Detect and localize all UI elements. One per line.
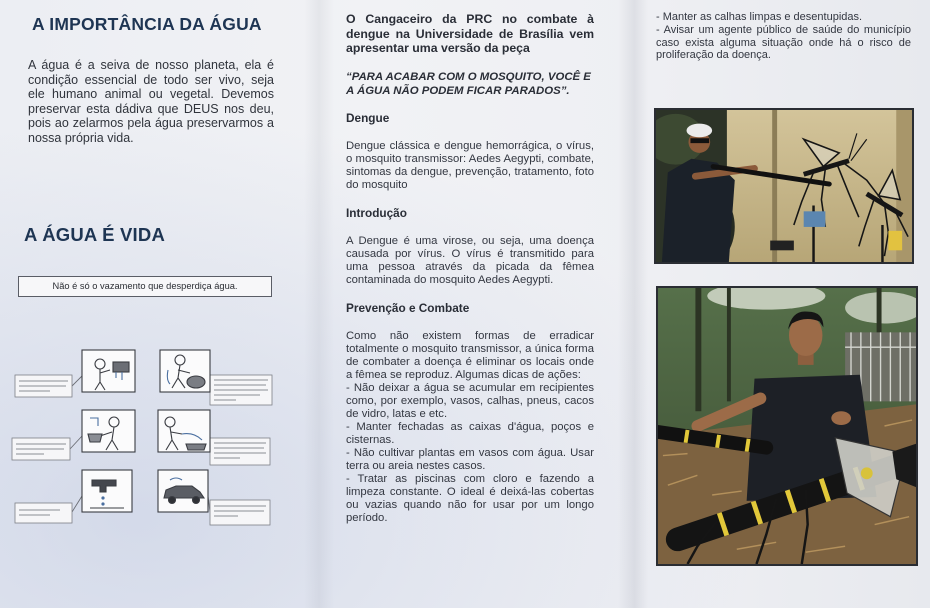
caption-box-left-3	[15, 503, 72, 523]
photo-performer-with-mosquito-sculptures	[654, 108, 914, 264]
caption-box-right-1	[210, 375, 272, 405]
prevention-text: Como não existem formas de erradicar totalmente o mosquito transmissor, a única forma de combater a doença é eliminar os locais onde a fêmea se reproduz. Algumas dicas de ações:	[346, 329, 594, 381]
panel-fold-2	[618, 0, 648, 608]
caption-box-right-2	[210, 438, 270, 465]
heading-prevention: Prevenção e Combate	[346, 300, 470, 315]
sketch-frame-3	[82, 410, 135, 452]
play-introduction: O Cangaceiro da PRC no combate à dengue na Universidade de Brasília vem apresentar uma versão da peça	[346, 12, 594, 55]
play-title-quote: “PARA ACABAR COM O MOSQUITO, VOCÊ E A ÁGUA NÃO PODEM FICAR PARADOS”.	[346, 70, 591, 97]
water-waste-caption-box: Não é só o vazamento que desperdiça água.	[18, 276, 272, 297]
dengue-topics: Dengue clássica e dengue hemorrágica, o vírus, o mosquito transmissor: Aedes Aegypti, combate, sintomas da dengue, prevenção, tratamento, foto do mosquito	[346, 139, 594, 191]
section-subtitle: A ÁGUA É VIDA	[24, 224, 166, 245]
caption-box-left-1	[15, 375, 72, 397]
sketch-frame-1	[82, 350, 135, 392]
heading-introduction: Introdução	[346, 205, 407, 220]
introduction-text: A Dengue é uma virose, ou seja, uma doença causada por vírus. O vírus é transmitido para uma pessoa através da picada da fêmea contaminada do mosquito Aedes Aegypti.	[346, 234, 594, 286]
sketch-frame-2	[160, 350, 210, 392]
prevention-tip: - Não deixar a água se acumular em recipientes como, por exemplo, vasos, calhas, pneus, cacos de vidro, latas e etc.	[346, 381, 594, 420]
page-title: A IMPORTÂNCIA DA ÁGUA	[32, 14, 262, 34]
prevention-tip: - Manter fechadas as caixas d'água, poços e cisternas.	[346, 420, 594, 446]
photo-performer-with-giant-mosquito	[656, 286, 918, 566]
water-waste-illustration	[10, 340, 280, 530]
prevention-tip: - Avisar um agente público de saúde do município caso exista alguma situação onde há o risco de proliferação da doença.	[656, 23, 911, 62]
prevention-tip: - Não cultivar plantas em vasos com água. Usar terra ou areia nestes casos.	[346, 446, 594, 472]
sketch-frame-5	[82, 470, 132, 512]
prevention-tip: - Manter as calhas limpas e desentupidas.	[656, 11, 863, 23]
right-panel-tips	[656, 11, 911, 62]
prevention-tip: - Tratar as piscinas com cloro e fazendo a limpeza constante. O ideal é deixá-las cobertas ou vazias quando não for usar por um longo período.	[346, 472, 594, 524]
panel-fold-1	[304, 0, 334, 608]
sketch-frame-6	[158, 470, 208, 512]
heading-dengue: Dengue	[346, 110, 390, 125]
sketch-frame-4	[158, 410, 210, 452]
water-importance-paragraph: A água é a seiva de nosso planeta, ela é condição essencial de todo ser vivo, seja ele humano animal ou vegetal. Devemos preservar esta dádiva que DEUS nos deu, pois ao zelarmos pela água preservarmos a nossa própria vida.	[28, 58, 274, 145]
middle-panel	[346, 12, 594, 525]
caption-box-left-2	[12, 438, 70, 460]
caption-box-right-3	[210, 500, 270, 525]
